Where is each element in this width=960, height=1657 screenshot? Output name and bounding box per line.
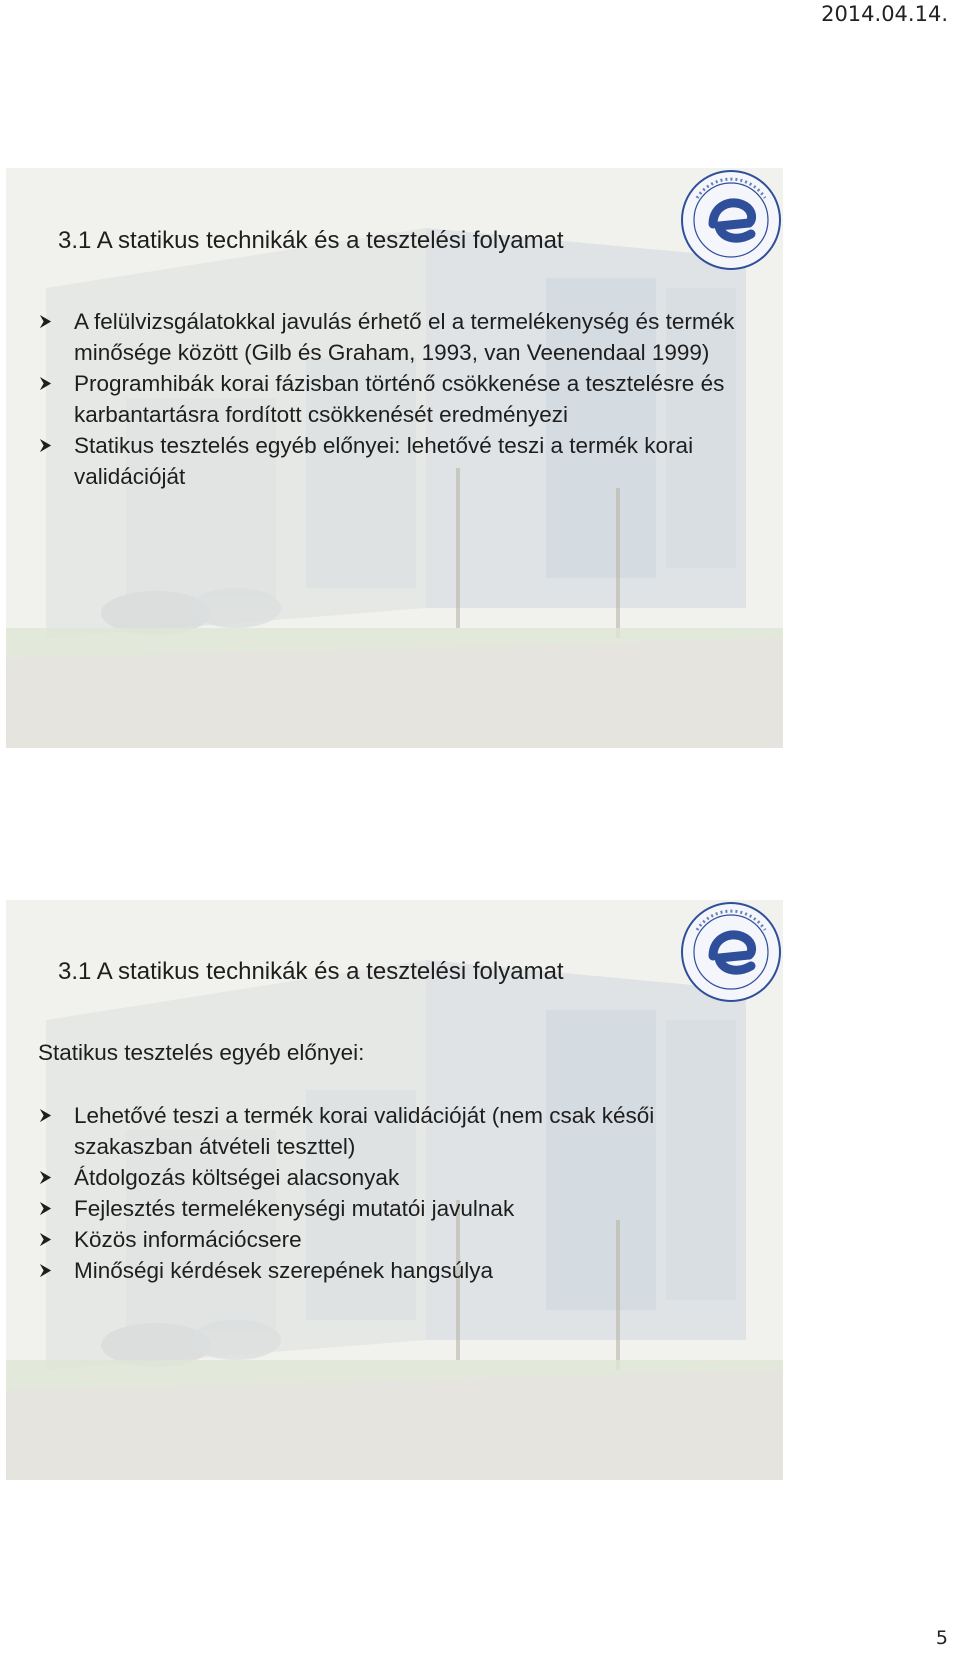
list-item-text: Fejlesztés termelékenységi mutatói javulnak <box>74 1196 515 1221</box>
list-item <box>36 1193 736 1224</box>
list-item-text: Programhibák korai fázisban történő csökkenése a tesztelésre és karbantartásra fordított csökkenését eredményezi <box>74 371 725 427</box>
arrow-bullet-icon <box>38 1232 53 1247</box>
slide-title: 3.1 A statikus technikák és a tesztelési folyamat <box>58 958 564 985</box>
list-item <box>36 1224 736 1255</box>
arrow-bullet-icon <box>38 1170 53 1185</box>
bullet-list <box>36 1100 736 1286</box>
list-item <box>36 368 736 430</box>
list-item <box>36 430 736 492</box>
university-seal-logo <box>679 168 783 272</box>
arrow-bullet-icon <box>38 438 53 453</box>
list-item <box>36 306 736 368</box>
university-seal-logo <box>679 900 783 1004</box>
list-item-text: Statikus tesztelés egyéb előnyei: lehetővé teszi a termék korai validációját <box>74 433 694 489</box>
bullet-list <box>36 306 736 492</box>
arrow-bullet-icon <box>38 314 53 329</box>
arrow-bullet-icon <box>38 1201 53 1216</box>
list-item-text: Közös információcsere <box>74 1227 302 1252</box>
slide-title: 3.1 A statikus technikák és a tesztelési folyamat <box>58 227 564 254</box>
arrow-bullet-icon <box>38 1263 53 1278</box>
list-item-text: A felülvizsgálatokkal javulás érhető el a termelékenység és termék minősége között (Gilb és Graham, 1993, van Veenendaal 1999) <box>74 309 735 365</box>
slide-subheading: Statikus tesztelés egyéb előnyei: <box>38 1040 365 1065</box>
slide-1 <box>6 168 783 748</box>
slide-2 <box>6 900 783 1480</box>
list-item-text: Lehetővé teszi a termék korai validációját (nem csak késői szakaszban átvételi teszttel) <box>74 1103 655 1159</box>
list-item <box>36 1255 736 1286</box>
list-item <box>36 1162 736 1193</box>
list-item-text: Minőségi kérdések szerepének hangsúlya <box>74 1258 493 1283</box>
page-date: 2014.04.14. <box>821 2 948 26</box>
page-number: 5 <box>935 1627 948 1649</box>
arrow-bullet-icon <box>38 1108 53 1123</box>
list-item-text: Átdolgozás költségei alacsonyak <box>74 1165 400 1190</box>
list-item <box>36 1100 736 1162</box>
arrow-bullet-icon <box>38 376 53 391</box>
